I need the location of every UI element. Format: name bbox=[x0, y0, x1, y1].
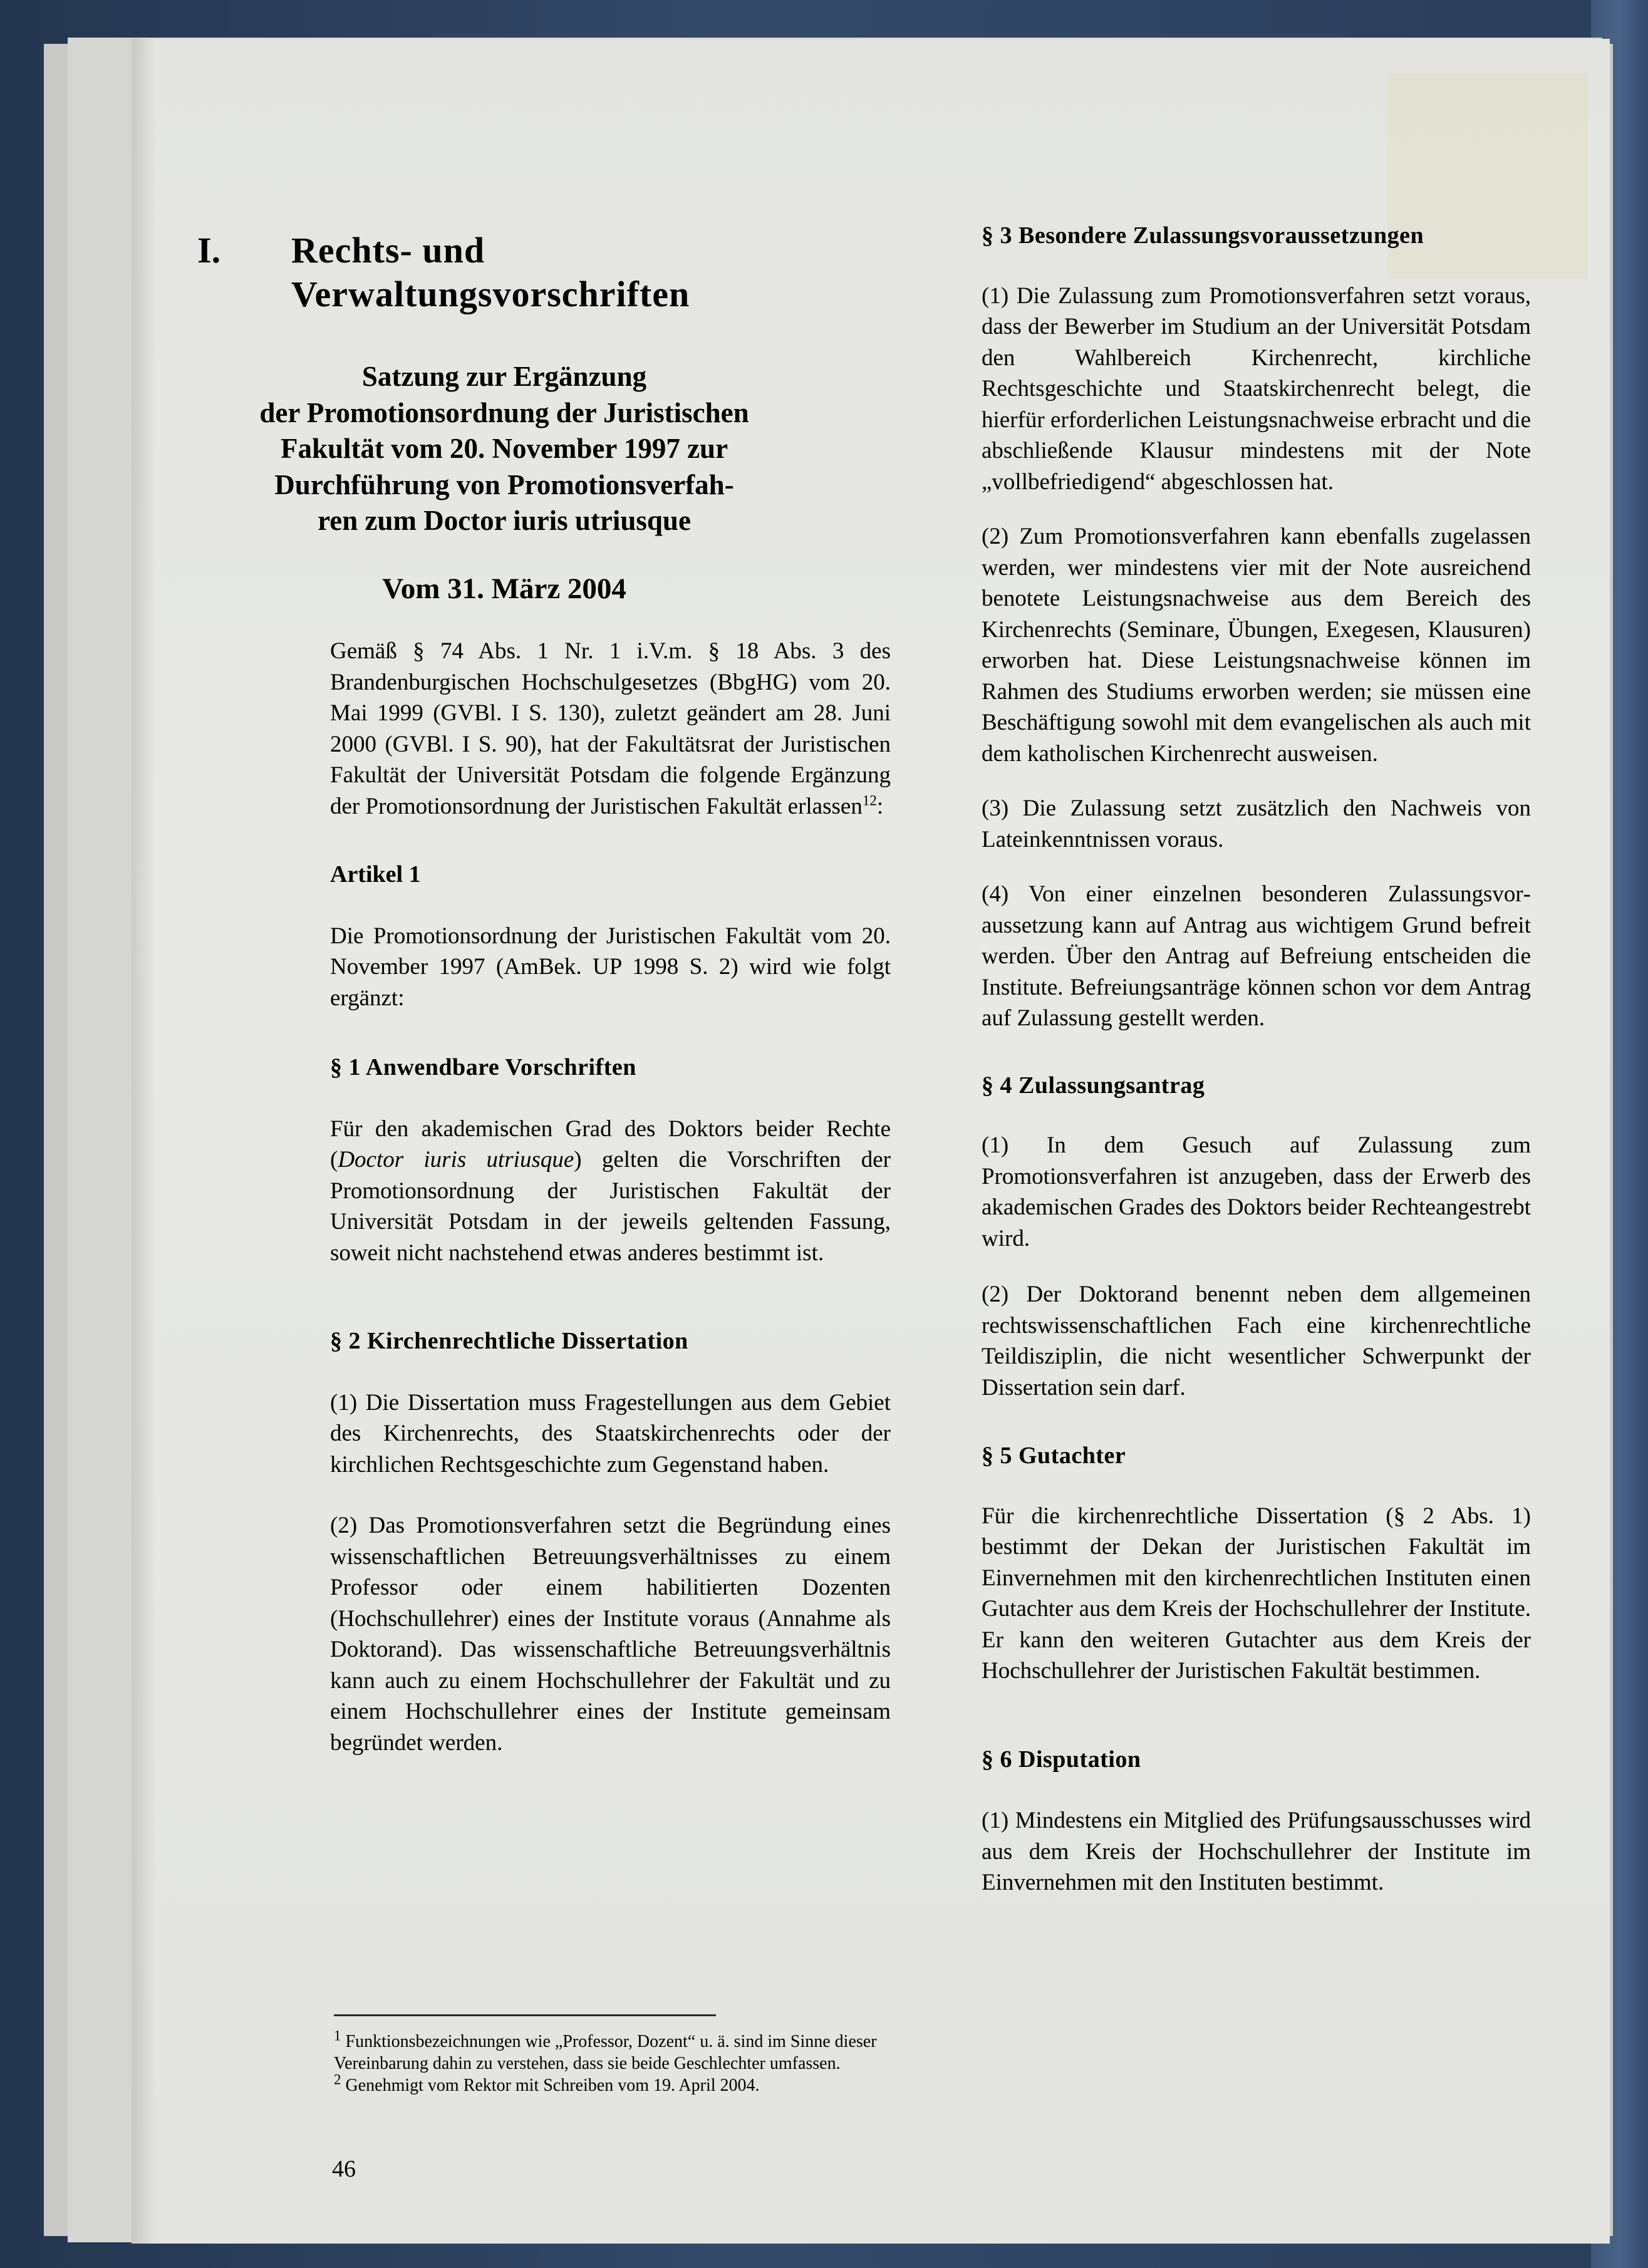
footnote-mark: 1 bbox=[334, 2027, 341, 2044]
left-column bbox=[197, 219, 891, 1758]
paragraph-6-text: (1) Mindestens ein Mitglied des Prüfungsausschusses wird aus dem Kreis der Hochschullehrer der Institute im Einvernehmen mit den Instituten bestimmt. bbox=[982, 1808, 1531, 1895]
footnote-ref: 12 bbox=[862, 792, 877, 809]
paragraph-1-text bbox=[330, 1114, 891, 1269]
paragraph-1-text-after: ) gelten die Vorschriften der Promotionsordnung der Juristischen Fakultät der Universität Potsdam in der jeweils geltenden Fassung, soweit nicht nachstehend etwas anderes bestimmt ist. bbox=[330, 1147, 891, 1266]
footnote bbox=[334, 2027, 894, 2074]
paragraph-1-latin-term: Doctor iuris utriusque bbox=[338, 1147, 574, 1173]
article-heading: Artikel 1 bbox=[330, 861, 421, 888]
paragraph-2-item: (1) Die Dissertation muss Fragestellungen aus dem Gebiet des Kirchenrechts, des Staatskirchenrechts oder der kirchlichen Rechtsgeschichte zum Gegenstand haben. bbox=[330, 1389, 891, 1478]
paragraph-4-heading: § 4 Zulassungsantrag bbox=[982, 1072, 1205, 1099]
section-heading bbox=[197, 229, 886, 316]
statute-title-line: der Promotionsordnung der Juristischen bbox=[259, 396, 749, 428]
paragraph-2-item: (2) Das Promotionsverfahren setzt die Begründung eines wissenschaftlichen Betreuungsverhältnisses zu einem Professor oder einem habilitierten Dozenten (Hochschullehrer) eines der Institute voraus (Annahme als Doktorand). Das wissenschaftliche Betreuungsverhältnis kann auch zu einem Hochschullehrer der Fakultät und zu einem Hochschullehrer eines der Institute gemeinsam begründet werden. bbox=[330, 1513, 891, 1756]
section-title: Rechts- und Verwaltungsvorschriften bbox=[291, 230, 690, 314]
statute-title bbox=[238, 359, 770, 539]
statute-title-line: ren zum Doctor iuris utriusque bbox=[318, 505, 691, 536]
statute-title-line: Fakultät vom 20. November 1997 zur bbox=[280, 433, 728, 464]
paragraph-3-item: (4) Von einer einzelnen besonderen Zulassungsvoraussetzung kann auf Antrag aus wichtigem Grund befreit werden. Über den Antrag auf Befreiung entscheiden die Institute. Befreiungsanträge können schon vor dem Antrag auf Zulassung gestellt werden. bbox=[982, 881, 1531, 1031]
preamble-paragraph bbox=[330, 636, 891, 822]
footnote-mark: 2 bbox=[334, 2071, 341, 2088]
paragraph-1-heading: § 1 Anwendbare Vorschriften bbox=[330, 1054, 636, 1080]
footnote-text: Genehmigt vom Rektor mit Schreiben vom 19. April 2004. bbox=[345, 2076, 760, 2095]
paragraph-3-heading: § 3 Besondere Zulassungsvoraussetzungen bbox=[982, 222, 1424, 249]
paragraph-3-item: (1) Die Zulassung zum Promotionsverfahren setzt voraus, dass der Bewerber im Studium an der Universität Potsdam den Wahlbereich Kirchenrecht, kirchliche Rechtsgeschichte und Staatskirchenrecht belegt, die hierfür erforderlichen Leistungsnachweise erbracht und die abschließende Klausur mindestens mit der Note „vollbefriedigend“ abgeschlossen hat. bbox=[982, 282, 1531, 495]
statute-title-line: Satzung zur Ergänzung bbox=[361, 361, 647, 392]
paragraph-6-heading: § 6 Disputation bbox=[982, 1746, 1141, 1773]
footnote-text: Funktionsbezeichnungen wie „Professor, Dozent“ u. ä. sind im Sinne dieser Vereinbarung dahin zu verstehen, dass sie beide Geschlechter umfassen. bbox=[334, 2032, 877, 2073]
paragraph-5-text: Für die kirchenrechtliche Dissertation (§ 2 Abs. 1) bestimmt der Dekan der Juristischen Fakultät im Einvernehmen mit den kirchenrechtlichen Instituten einen Gutachter aus dem Kreis der Hochschullehrer der Institute. Er kann den weiteren Gutachter aus dem Kreis der Hochschullehrer der Juristischen Fakultät bestimmen. bbox=[982, 1503, 1531, 1684]
binding-shadow bbox=[132, 39, 157, 2244]
paragraph-4-item: (1) In dem Gesuch auf Zulassung zum Promotionsverfahren ist anzugeben, dass der Erwerb des akademischen Grades des Doktors beider Rechteangestrebt wird. bbox=[982, 1132, 1531, 1251]
paragraph-5-heading: § 5 Gutachter bbox=[982, 1442, 1126, 1469]
paragraph-3-item: (3) Die Zulassung setzt zusätzlich den Nachweis von Lateinkenntnissen voraus. bbox=[982, 795, 1531, 852]
preamble-suffix: : bbox=[876, 793, 884, 819]
footnotes bbox=[334, 2027, 894, 2096]
paragraph-3-item: (2) Zum Promotionsverfahren kann ebenfalls zugelassen werden, wer mindestens vier mit der Note ausreichend benotete Leistungsnachweise aus dem Bereich des Kirchenrechts (Seminare, Übungen, Exegesen, Klausuren) erworben hat. Diese Leistungsnachweise können im Rahmen des Studiums erworben werden; sie müssen eine Beschäftigung sowohl mit dem evangelischen als auch mit dem katholischen Kirchenrecht ausweisen. bbox=[982, 524, 1531, 767]
statute-title-line: Durchführung von Promotionsverfah- bbox=[274, 469, 734, 500]
statute-date: Vom 31. März 2004 bbox=[382, 572, 626, 605]
section-number: I. bbox=[197, 230, 221, 271]
paragraph-4-item: (2) Der Doktorand benennt neben dem allgemeinen rechtswissenschaftlichen Fach eine kirchenrechtliche Teildisziplin, die nicht wesentlicher Schwerpunkt der Dissertation sein darf. bbox=[982, 1282, 1531, 1401]
right-column bbox=[982, 220, 1545, 1898]
paragraph-2-heading: § 2 Kirchenrechtliche Dissertation bbox=[330, 1328, 688, 1354]
footnote-divider bbox=[334, 2014, 716, 2016]
footnote bbox=[334, 2071, 894, 2096]
preamble-text: Gemäß § 74 Abs. 1 Nr. 1 i.V.m. § 18 Abs. 3 des Brandenburgischen Hochschulgesetzes (BbgHG) vom 20. Mai 1999 (GVBl. I S. 130), zuletzt geändert am 28. Juni 2000 (GVBl. I S. 90), hat der Fakultätsrat der Juristischen Fakultät der Universität Potsdam die folgende Ergänzung der Promotionsordnung der Juristischen Fakultät erlassen bbox=[330, 638, 891, 819]
article-text: Die Promotionsordnung der Juristischen Fakultät vom 20. November 1997 (AmBek. UP 1998 S. 2) wird wie folgt ergänzt: bbox=[330, 923, 891, 1011]
page-number: 46 bbox=[332, 2156, 356, 2182]
paragraph-1-text-before: Für den akademischen Grad des Doktors beider Rechte ( bbox=[330, 1116, 891, 1173]
